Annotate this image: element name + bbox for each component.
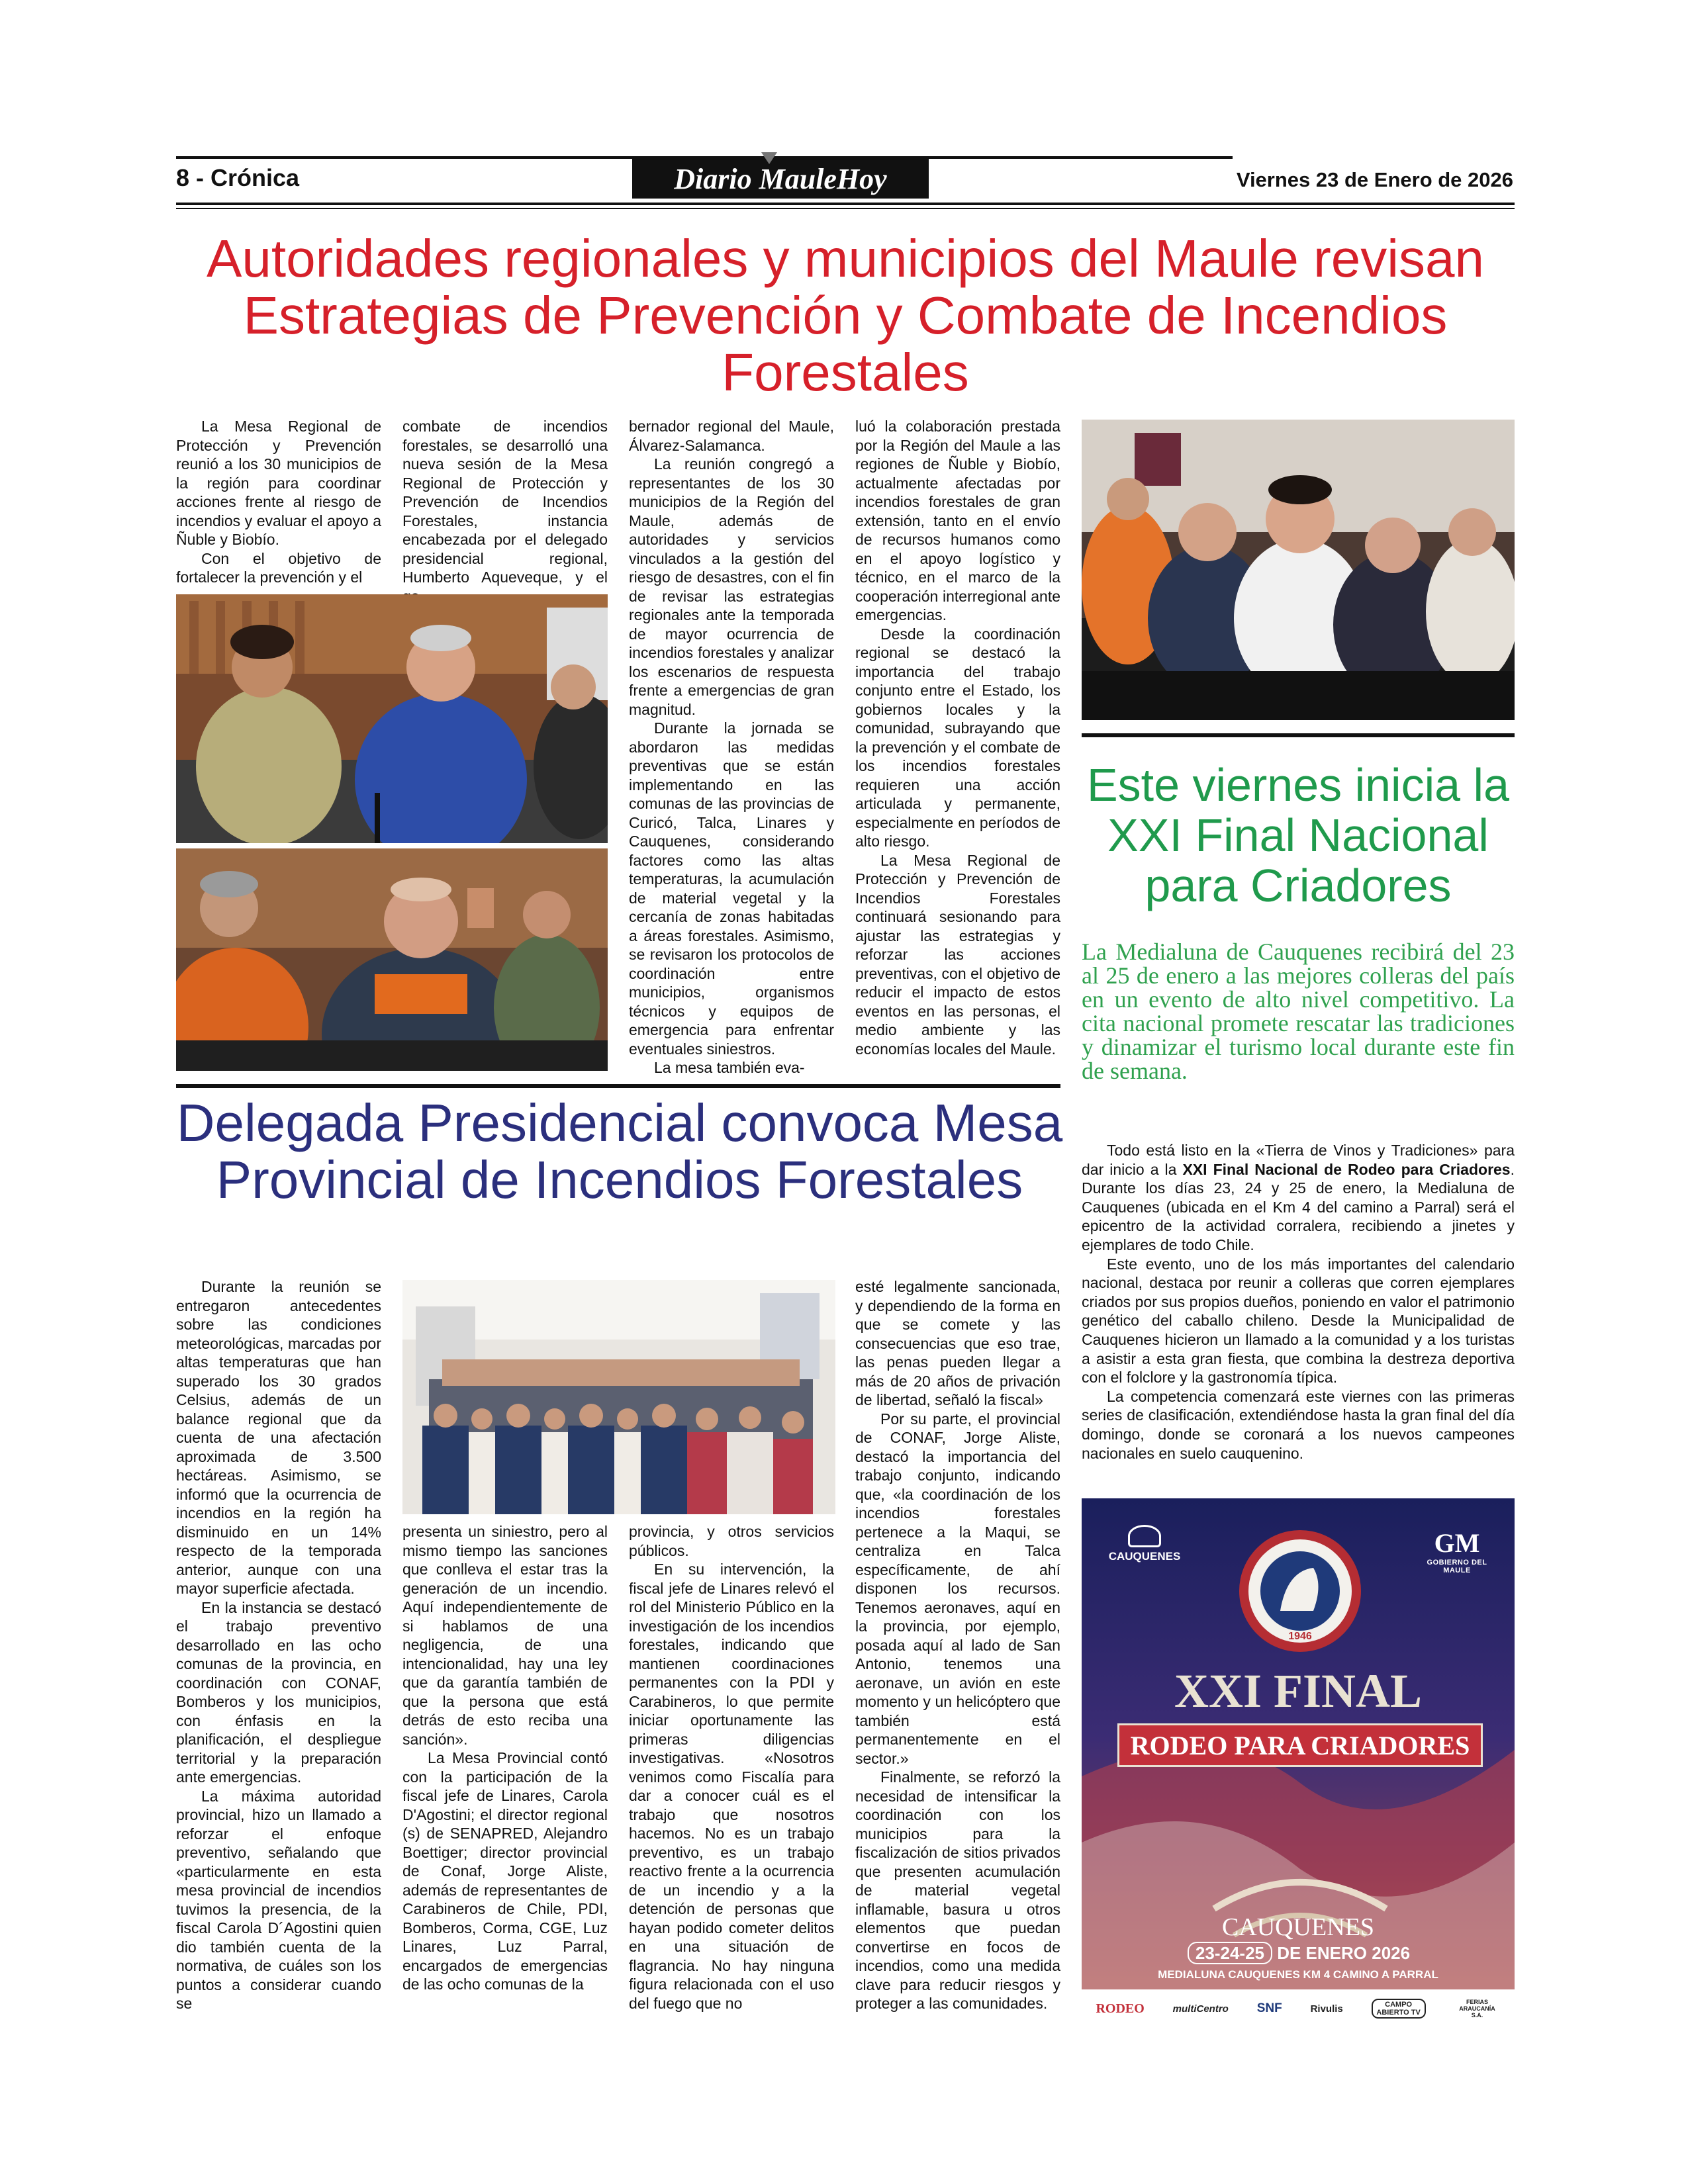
text-run: . Durante los días 23, 24 y 25 de enero, la Medialuna de Cauquenes (ubicada en el Km 4 del camino a Parral) será el epicentro de la actividad corralera, recibiendo a jinetes y ejemplares de todo Chile.	[1082, 1160, 1515, 1253]
article1-col4	[855, 417, 1060, 1058]
photo-press-conference	[1082, 420, 1515, 720]
paragraph: luó la colaboración prestada por la Región del Maule a las regiones de Ñuble y Biobío, actualmente afectadas por incendios forestales de gran extensión, tanto en el envío de recursos humanos como en el apoyo logístico y técnico, en el marco de la cooperación interregional ante emergencias.	[855, 418, 1060, 623]
sponsor-logo: CAMPO ABIERTO TV	[1372, 1999, 1426, 2019]
paragraph: Durante la reunión se entregaron antecedentes sobre las condiciones meteorológicas, marcadas por altas temperaturas que han superado los 30 grados Celsius, además de un balance regional que da cuenta de una afectación aproximada de 3.500 hectáreas. Asimismo, se informó que la ocurrencia de incendios en la región ha disminuido en un 14% respecto de la temporada anterior, aunque con una mayor superficie afectada.	[176, 1278, 381, 1597]
issue-date: Viernes 23 de Enero de 2026	[1236, 168, 1513, 191]
paragraph: La competencia comenzará este viernes con las primeras series de clasificación, extendiéndose hasta la gran final del día domingo, donde se coronará a los nuevos campeones nacionales en suelo cauquenino.	[1082, 1387, 1515, 1462]
paragraph: Este evento, uno de los más importantes del calendario nacional, destaca por reunir a colleras que corren ejemplares criados por sus propios dueños, poniendo en valor el patrimonio genético del caballo chileno. Desde la Municipalidad de Cauquenes hicieron un llamado a la comunidad y a los turistas a asistir a esta gran fiesta, que combina la destreza deportiva con el folclore y la gastronomía típica.	[1082, 1255, 1515, 1387]
sponsor-logo: multiCentro	[1172, 2003, 1229, 2015]
article3-headline: Este viernes inicia la XXI Final Nacional para Criadores	[1086, 759, 1510, 911]
dates-rest: DE ENERO 2026	[1277, 1943, 1411, 1963]
poster-banner-text: RODEO PARA CRIADORES	[1130, 1730, 1470, 1760]
photo-meeting-officials	[176, 594, 608, 843]
poster-city: CAUQUENES	[1221, 1913, 1375, 1941]
cauquenes-logo-icon	[1128, 1525, 1161, 1547]
paragraph: esté legalmente sancionada, y dependiendo de la forma en que se comete y las consecuencias que eso trae, las penas pueden llegar a más de 20 años de privación de libertad, señaló la fiscal»	[855, 1278, 1060, 1408]
paragraph: La reunión congregó a representantes de los 30 municipios de la Región del Maule, además de autoridades y servicios vinculados a la gestión del riesgo de desastres, con el fin de revisar las estrategias regionales ante la temporada de mayor ocurrencia de incendios forestales y analizar los escenarios de respuesta frente a emergencias de gran magnitud.	[629, 455, 834, 718]
paragraph: Durante la jornada se abordaron las medidas preventivas que se están implementando en las comunas de las provincias de Curicó, Talca, Linares y Cauquenes, considerando factores como las altas temperaturas, la acumulación de material vegetal y la cercanía de zonas habitadas a áreas forestales. Asimismo, se revisaron los protocolos de coordinación entre municipios, organismos técnicos y equipos de emergencia para enfrentar eventuales siniestros.	[629, 719, 834, 1058]
article1-col1	[176, 417, 381, 587]
paragraph: Finalmente, se reforzó la necesidad de intensificar la coordinación con los municipios para la fiscalización de sitios privados que presenten acumulación de material vegetal inflamable, basura u otros elementos que puedan convertirse en focos de incendios, como una medida clave para reducir riesgos y proteger a las comunidades.	[855, 1768, 1060, 2012]
logo-mark: GM	[1434, 1528, 1480, 1558]
article2-col1	[176, 1277, 381, 2013]
article3-body	[1082, 1141, 1515, 1463]
logo-text: CAUQUENES	[1108, 1550, 1181, 1563]
article2-col2	[402, 1522, 608, 1994]
cauquenes-logo	[1108, 1525, 1181, 1563]
sponsor-logo: SNF	[1256, 2001, 1282, 2015]
paragraph: La Mesa Regional de Protección y Prevención de Incendios Forestales continuará sesionando para ajustar las estrategias y reforzar las acciones preventivas, con el objetivo de reducir el impacto de estos eventos en las personas, el medio ambiente y las economías locales del Maule.	[855, 851, 1060, 1058]
article3-deck: La Medialuna de Cauquenes recibirá del 23 al 25 de enero a las mejores colleras del país en un evento de alto nivel competitivo. La cita nacional promete rescatar las tradiciones y dinamizar el turismo local durante este fin de semana.	[1082, 938, 1515, 1084]
poster-banner	[1117, 1723, 1483, 1767]
masthead-logo: Diario MauleHoy	[632, 159, 929, 199]
seal-year: 1946	[1288, 1631, 1312, 1642]
paragraph: Por su parte, el provincial de CONAF, Jorge Aliste, destacó la importancia del trabajo conjunto, indicando que, «la coordinación de los incendios forestales pertenece a la Maqui, se centraliza en Talca específicamente, de ahí disponen los recursos. Tenemos aeronaves, aquí en la provincia, por ejemplo, posada aquí al lado de San Antonio, tenemos una aeronave, un avión en este momento y un helicóptero que también está permanentemente en el sector.»	[855, 1410, 1060, 1767]
article2-headline: Delegada Presidencial convoca Mesa Provincial de Incendios Forestales	[176, 1093, 1063, 1209]
paragraph: Con el objetivo de fortalecer la prevención y el	[176, 549, 381, 586]
poster-dates	[1160, 1943, 1438, 1964]
sponsor-logo: FERIAS ARAUCANÍA S.A.	[1459, 1999, 1495, 2019]
article1-col3	[629, 417, 834, 1077]
event-name: XXI Final Nacional de Rodeo para Criadores	[1182, 1160, 1511, 1178]
header-bottom-rule-thin	[176, 208, 1515, 209]
sidebar-rule	[1082, 733, 1515, 737]
paragraph: La Mesa Provincial contó con la participación de la fiscal jefe de Linares, Carola D'Agostini; el director regional (s) de SENAPRED, Alejandro Boettiger; director provincial de Conaf, Jorge Aliste, además de representantes de Carabineros de Chile, PDI, Bomberos, Corma, CGE, Luz Linares, Luz Parral, encargados de emergencias de las ocho comunas de la	[402, 1749, 608, 1993]
paragraph	[1082, 1141, 1515, 1255]
sponsor-logo: Rivulis	[1310, 2003, 1343, 2015]
logo-subtext: GOBIERNO DEL MAULE	[1427, 1559, 1487, 1574]
article1-col2	[402, 417, 608, 606]
article2-col3	[629, 1522, 834, 2013]
text-run: Todo está listo en la «Tierra de Vinos y Tradiciones» para dar inicio a la	[1082, 1142, 1515, 1178]
poster-title: XXI FINAL	[1174, 1664, 1423, 1717]
paragraph: bernador regional del Maule, Álvarez-Salamanca.	[629, 418, 834, 454]
paragraph: presenta un siniestro, pero al mismo tiempo las sanciones que conlleva el estar tras la generación de un incendio. Aquí independientemente de si hablamos de una negligencia, de una intencionalidad, hay una ley que da garantía también de que la persona que está detrás de esto reciba una sanción».	[402, 1523, 608, 1748]
photo-meeting-senapred	[176, 848, 608, 1071]
paragraph: La máxima autoridad provincial, hizo un llamado a reforzar el enfoque preventivo, señalando que «particularmente en esta mesa provincial de incendios tuvimos la presencia, de la fiscal Carola D´Agostini quien dio también cuenta de la normativa, de cuáles son los puntos a considerar cuando se	[176, 1787, 381, 2012]
article2-top-rule	[176, 1084, 1060, 1088]
paragraph: Desde la coordinación regional se destacó la importancia del trabajo conjunto entre el Estado, los gobiernos locales y la comunidad, subrayando que la prevención y el combate de los incendios forestales requieren una acción articulada y permanente, especialmente en períodos de alto riesgo.	[855, 625, 1060, 850]
poster-venue: MEDIALUNA CAUQUENES KM 4 CAMINO A PARRAL	[1158, 1968, 1438, 1981]
article1-headline: Autoridades regionales y municipios del Maule revisan Estrategias de Prevención y Combate de Incendios Forestales	[207, 229, 1484, 402]
sponsor-logo: RODEO	[1096, 2001, 1145, 2016]
sponsor-bar	[1082, 1989, 1515, 2028]
paragraph: En su intervención, la fiscal jefe de Linares relevó el rol del Ministerio Público en la investigación de los incendios forestales, indicando que mantienen coordinaciones permanentes con la PDI y Carabineros, lo que permite iniciar oportunamente las primeras diligencias investigativas. «Nosotros venimos como Fiscalía para dar a conocer cuál es el trabajo que nosotros hacemos. No es un trabajo preventivo, es un trabajo reactivo frente a la ocurrencia de un incendio y a la detención de personas que hayan podido cometer delitos en una situación de flagrancia. No hay ninguna figura relacionada con el uso del fuego que no	[629, 1561, 834, 2012]
header-bottom-rule	[176, 203, 1515, 205]
masthead-notch-icon	[761, 152, 777, 164]
paragraph: combate de incendios forestales, se desarrolló una nueva sesión de la Mesa Regional de Protección y Prevención de Incendios Forestales, instancia encabezada por el delegado presidencial regional, Humberto Aqueveque, y el	[402, 418, 608, 586]
paragraph: provincia, y otros servicios públicos.	[629, 1523, 834, 1559]
article2-col4	[855, 1277, 1060, 2013]
paragraph: En la instancia se destacó el trabajo preventivo desarrollado en las ocho comunas de la provincia, en coordinación con CONAF, Bomberos y los municipios, con énfasis en la planificación, el despliegue territorial y la preparación ante emergencias.	[176, 1598, 381, 1786]
photo-group-provincial-meeting	[402, 1280, 835, 1514]
rodeo-poster	[1082, 1498, 1515, 2028]
paragraph: La Mesa Regional de Protección y Prevención reunió a los 30 municipios de la región para coordinar acciones frente al riesgo de incendios y evaluar el apoyo a Ñuble y Biobío.	[176, 418, 381, 548]
paragraph: La mesa también eva-	[654, 1059, 805, 1076]
page-label: 8 - Crónica	[176, 164, 300, 191]
dates-box: 23-24-25	[1188, 1942, 1272, 1964]
gobierno-maule-logo	[1421, 1527, 1493, 1574]
